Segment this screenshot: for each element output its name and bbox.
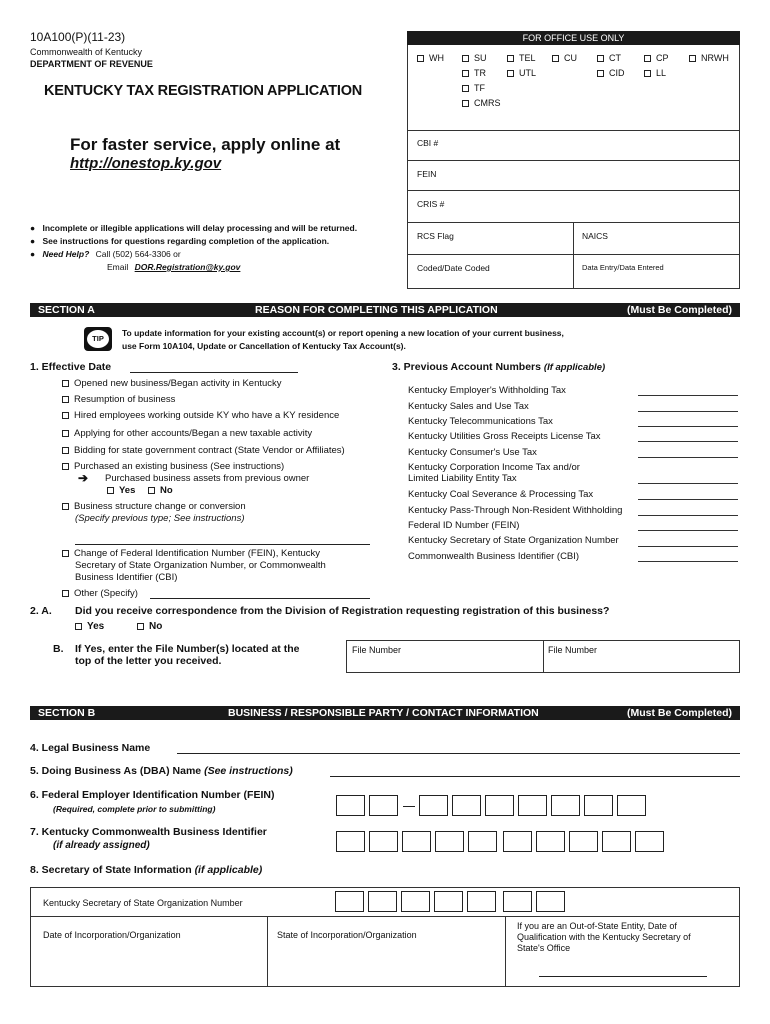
sos-info-table — [30, 887, 740, 987]
option-purchased-business[interactable]: Purchased an existing business (See instructions) — [62, 461, 284, 472]
inc-date-label[interactable]: Date of Incorporation/Organization — [43, 930, 181, 940]
arrow-icon: ➔ — [78, 471, 89, 485]
q2a-number: 2. A. — [30, 605, 52, 617]
q2a-question: Did you receive correspondence from the Division of Registration requesting registration of this business? — [75, 605, 610, 617]
tip-icon: TIP — [84, 327, 112, 351]
file-number-box — [346, 640, 740, 673]
code-tel[interactable]: TEL — [507, 53, 536, 63]
structure-change-note: (Specify previous type; See instructions) — [75, 513, 245, 524]
q2a-yes-checkbox[interactable]: Yes — [75, 621, 104, 632]
sos-number-label: Kentucky Secretary of State Organization Number — [43, 898, 243, 908]
office-rcs-row: RCS Flag NAICS — [407, 222, 740, 255]
tip-line-2: use Form 10A104, Update or Cancellation of Kentucky Tax Account(s). — [122, 341, 406, 351]
code-cp[interactable]: CP — [644, 53, 669, 63]
effective-date-label: 1. Effective Date — [30, 361, 112, 373]
office-cris-row: CRIS # — [407, 190, 740, 221]
purchased-assets-yes[interactable]: Yes — [107, 485, 135, 496]
acct-telecom-label: Kentucky Telecommunications Tax — [408, 416, 553, 427]
option-other[interactable]: Other (Specify) — [62, 588, 138, 599]
acct-fein-input[interactable] — [638, 530, 738, 531]
acct-withholding-input[interactable] — [638, 395, 738, 396]
code-cu[interactable]: CU — [552, 53, 577, 63]
acct-sos-input[interactable] — [638, 546, 738, 547]
online-url-link[interactable]: http://onestop.ky.gov — [70, 155, 222, 172]
acct-utilities-input[interactable] — [638, 441, 738, 442]
notice-instructions: ● See instructions for questions regarding completion of the application. — [30, 236, 330, 246]
code-su[interactable]: SU — [462, 53, 487, 63]
acct-consumer-use-label: Kentucky Consumer's Use Tax — [408, 447, 537, 458]
sos-info-label: 8. Secretary of State Information (if applicable) — [30, 864, 263, 876]
option-fein-change[interactable]: Change of Federal Identification Number (FEIN), Kentucky — [62, 548, 320, 559]
fein-change-line-3: Business Identifier (CBI) — [75, 572, 178, 583]
acct-cbi-input[interactable] — [638, 561, 738, 562]
option-opened-new-business[interactable]: Opened new business/Began activity in Kentucky — [62, 378, 282, 389]
acct-coal-input[interactable] — [638, 499, 738, 500]
department-label: DEPARTMENT OF REVENUE — [30, 59, 153, 69]
acct-corp-income-label: Kentucky Corporation Income Tax and/or — [408, 462, 580, 473]
purchased-assets-label: Purchased business assets from previous owner — [105, 473, 310, 484]
acct-coal-label: Kentucky Coal Severance & Processing Tax — [408, 489, 594, 500]
acct-withholding-label: Kentucky Employer's Withholding Tax — [408, 385, 566, 396]
code-cid[interactable]: CID — [597, 68, 625, 78]
code-wh[interactable]: WH — [417, 53, 444, 63]
acct-corp-income-input[interactable] — [638, 483, 738, 484]
section-a-bar: SECTION A REASON FOR COMPLETING THIS APPLICATION (Must Be Completed) — [30, 303, 740, 317]
acct-consumer-use-input[interactable] — [638, 457, 738, 458]
acct-utilities-label: Kentucky Utilities Gross Receipts License Tax — [408, 431, 601, 442]
code-ct[interactable]: CT — [597, 53, 621, 63]
section-b-bar: SECTION B BUSINESS / RESPONSIBLE PARTY / CONTACT INFORMATION (Must Be Completed) — [30, 706, 740, 720]
acct-sales-use-label: Kentucky Sales and Use Tax — [408, 401, 529, 412]
structure-change-input[interactable] — [75, 544, 370, 545]
fein-change-line-2: Secretary of State Organization Number, or Commonwealth — [75, 560, 326, 571]
office-data-entry: Data Entry/Data Entered — [582, 263, 664, 272]
code-tf[interactable]: TF — [462, 83, 485, 93]
out-of-state-line-1: If you are an Out-of-State Entity, Date of — [517, 921, 677, 931]
option-structure-change[interactable]: Business structure change or conversion — [62, 501, 246, 512]
office-use-heading: FOR OFFICE USE ONLY — [407, 31, 740, 45]
acct-pass-through-input[interactable] — [638, 515, 738, 516]
effective-date-input[interactable] — [130, 372, 298, 373]
page-title: KENTUCKY TAX REGISTRATION APPLICATION — [44, 83, 363, 99]
acct-pass-through-label: Kentucky Pass-Through Non-Resident Withholding — [408, 505, 623, 516]
office-naics: NAICS — [582, 231, 608, 241]
notice-email: Email DOR.Registration@ky.gov — [107, 262, 241, 272]
option-resumption[interactable]: Resumption of business — [62, 394, 175, 405]
acct-sales-use-input[interactable] — [638, 411, 738, 412]
fein-note: (Required, complete prior to submitting) — [53, 804, 216, 814]
previous-accounts-label: 3. Previous Account Numbers (If applicable) — [392, 361, 606, 373]
q2b-line-1: If Yes, enter the File Number(s) located at the — [75, 643, 300, 655]
q2a-no-checkbox[interactable]: No — [137, 621, 162, 632]
dba-label: 5. Doing Business As (DBA) Name (See instructions) — [30, 765, 293, 777]
option-other-accounts[interactable]: Applying for other accounts/Began a new taxable activity — [62, 428, 312, 439]
file-number-2-input[interactable]: File Number — [548, 645, 598, 655]
tip-line-1: To update information for your existing account(s) or report opening a new location of your current business, — [122, 328, 564, 338]
acct-sos-label: Kentucky Secretary of State Organization Number — [408, 535, 619, 546]
out-of-state-date-input[interactable] — [539, 976, 707, 977]
commonwealth-label: Commonwealth of Kentucky — [30, 47, 143, 57]
q2b-label: B. — [53, 643, 64, 655]
file-number-1-input[interactable]: File Number — [352, 645, 402, 655]
cbi-label: 7. Kentucky Commonwealth Business Identifier — [30, 826, 267, 838]
acct-fein-label: Federal ID Number (FEIN) — [408, 520, 520, 531]
notice-incomplete: ● Incomplete or illegible applications will delay processing and will be returned. — [30, 223, 358, 233]
notice-help: ● Need Help? Call (502) 564-3306 or — [30, 249, 181, 259]
office-coded-row: Coded/Date Coded Data Entry/Data Entered — [407, 254, 740, 289]
legal-name-input[interactable] — [177, 753, 740, 754]
q2b-line-2: top of the letter you received. — [75, 655, 222, 667]
acct-corp-income-label-2: Limited Liability Entity Tax — [408, 473, 517, 484]
email-link[interactable]: DOR.Registration@ky.gov — [134, 262, 241, 272]
fein-label: 6. Federal Employer Identification Number (FEIN) — [30, 789, 275, 801]
code-cmrs[interactable]: CMRS — [462, 98, 501, 108]
office-cbi-row: CBI # — [407, 130, 740, 161]
inc-state-label[interactable]: State of Incorporation/Organization — [277, 930, 417, 940]
option-bidding-contract[interactable]: Bidding for state government contract (State Vendor or Affiliates) — [62, 445, 345, 456]
code-utl[interactable]: UTL — [507, 68, 536, 78]
form-id: 10A100(P)(11-23) — [30, 30, 126, 44]
acct-cbi-label: Commonwealth Business Identifier (CBI) — [408, 551, 580, 562]
out-of-state-line-2: Qualification with the Kentucky Secretary of — [517, 932, 691, 942]
purchased-assets-no[interactable]: No — [148, 485, 173, 496]
option-hired-employees[interactable]: Hired employees working outside KY who have a KY residence — [62, 410, 339, 421]
online-prompt: For faster service, apply online at — [70, 135, 341, 154]
code-tr[interactable]: TR — [462, 68, 486, 78]
cbi-note: (if already assigned) — [53, 840, 150, 851]
code-ll[interactable]: LL — [644, 68, 666, 78]
office-fein-row: FEIN — [407, 160, 740, 191]
dba-input[interactable] — [330, 776, 740, 777]
out-of-state-line-3: State's Office — [517, 943, 571, 953]
office-codes — [407, 46, 740, 130]
code-nrwh[interactable]: NRWH — [689, 53, 729, 63]
acct-telecom-input[interactable] — [638, 426, 738, 427]
other-specify-input[interactable] — [150, 598, 370, 599]
legal-name-label: 4. Legal Business Name — [30, 742, 151, 754]
